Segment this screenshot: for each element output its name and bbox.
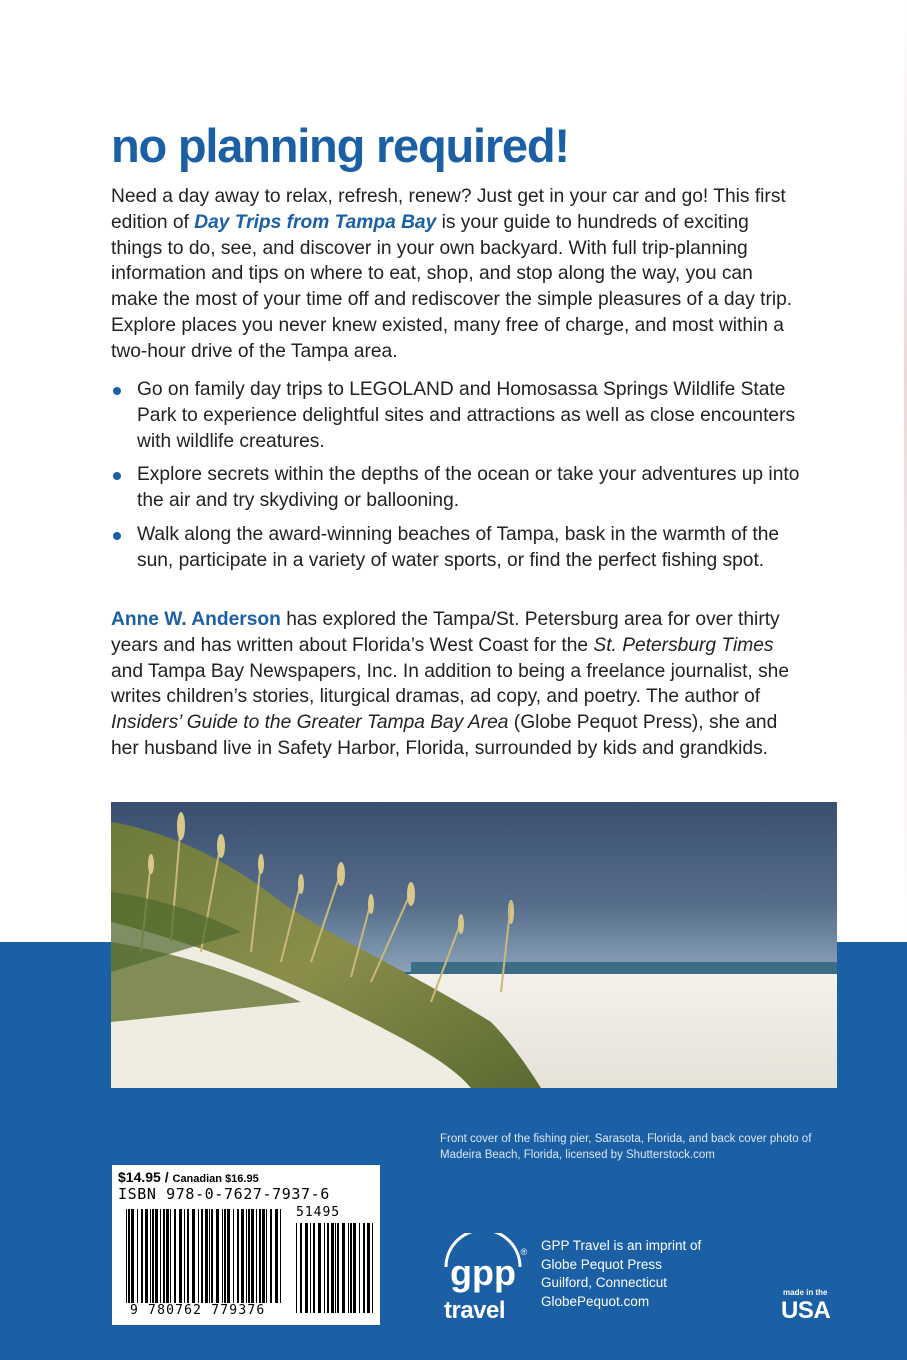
barcode-bar — [248, 1209, 250, 1303]
bullet-dot-icon — [113, 472, 121, 480]
bio-text: and Tampa Bay Newspapers, Inc. In addition to being a freelance journalist, she writes children’s stories, liturgical dramas, ad copy, and poetry. The author of — [111, 660, 790, 708]
barcode-bar — [310, 1223, 311, 1313]
barcode-bar — [305, 1223, 308, 1313]
beach-photo — [111, 802, 837, 1088]
photo-credit: Front cover of the fishing pier, Sarasota, Florida, and back cover photo of Madeira Beach, Florida, licensed by Shutterstock.com — [440, 1133, 812, 1161]
intro-lead: Need a day away to relax, refresh, renew? Just get in your car and go! This first edition of — [111, 186, 786, 233]
barcode-bar — [275, 1209, 278, 1303]
barcode-bar — [137, 1209, 138, 1303]
author-bio — [111, 607, 801, 762]
barcode-bar — [335, 1223, 336, 1313]
barcode-bar — [179, 1209, 182, 1303]
barcode-bar — [205, 1209, 208, 1303]
gpp-travel-word: travel — [444, 1297, 506, 1324]
barcode-bar — [184, 1209, 185, 1303]
newspaper-title: St. Petersburg Times — [593, 634, 774, 656]
bio-text: (Globe Pequot Press), she and her husband live in Safety Harbor, Florida, surrounded by kids and grandkids. — [111, 712, 778, 759]
barcode-bar — [300, 1223, 302, 1313]
imprint-line: Guilford, Connecticut — [541, 1275, 668, 1290]
feature-list — [111, 377, 801, 582]
barcode-bar — [201, 1209, 203, 1303]
feature-item — [111, 462, 801, 514]
feature-item — [111, 377, 801, 454]
author-name: Anne W. Anderson — [111, 609, 281, 630]
price-canadian: Canadian $16.95 — [172, 1173, 259, 1185]
barcode-bar — [233, 1209, 234, 1303]
barcode-bar — [241, 1209, 244, 1303]
ean-digits: 9 780762 779376 — [130, 1303, 266, 1318]
imprint-line: GPP Travel is an imprint of — [541, 1238, 702, 1253]
barcode-bar — [350, 1223, 352, 1313]
barcode-bar — [246, 1209, 247, 1303]
barcode-bar — [126, 1209, 127, 1303]
barcode-bar — [313, 1223, 315, 1313]
barcode-bar — [163, 1209, 165, 1303]
barcode-bar — [174, 1209, 176, 1303]
bullet-dot-icon — [113, 532, 121, 540]
barcode-bar — [141, 1209, 143, 1303]
barcode-bar — [259, 1209, 261, 1303]
barcode-bar — [353, 1223, 356, 1313]
barcode-bar — [337, 1223, 339, 1313]
feature-text: Walk along the award-winning beaches of Tampa, bask in the warmth of the sun, participate in a variety of water sports, or find the perfect fishing spot. — [137, 523, 780, 571]
barcode-bar — [251, 1209, 254, 1303]
feature-item — [111, 522, 801, 574]
barcode-bar — [348, 1223, 349, 1313]
barcode-bar — [166, 1209, 169, 1303]
barcode-bar — [331, 1223, 334, 1313]
barcode-bar — [363, 1223, 365, 1313]
made-in-usa: USA — [781, 1297, 831, 1324]
barcode-bar — [152, 1209, 154, 1303]
barcode-bar — [367, 1223, 370, 1313]
price-us: $14.95 / — [118, 1169, 169, 1185]
feature-text: Go on family day trips to LEGOLAND and Homosassa Springs Wildlife State Park to experience delightful sites and attractions as well as close encounters with wildlife creatures. — [137, 379, 796, 452]
barcode-bar — [327, 1223, 329, 1313]
barcode-bar — [224, 1209, 226, 1303]
barcode-bar — [324, 1223, 325, 1313]
barcode-box — [112, 1165, 380, 1325]
isbn-number: ISBN 978-0-7627-7937-6 — [118, 1185, 330, 1203]
barcode-bar — [209, 1209, 210, 1303]
barcode-bar — [131, 1209, 134, 1303]
barcode-bar — [160, 1209, 161, 1303]
barcode-bar — [296, 1223, 297, 1313]
barcode-bar — [342, 1223, 345, 1313]
barcode-bar — [280, 1209, 281, 1303]
barcode-bar — [150, 1209, 151, 1303]
gpp-letters: gpp — [450, 1252, 516, 1293]
barcode-bar — [227, 1209, 230, 1303]
intro-rest: is your guide to hundreds of exciting things to do, see, and discover in your own backyard. With full trip-planning information and tips on where to eat, shop, and stop along the way, you can make the most of your time off and rediscover the simple pleasures of a day trip. Explore places you never knew existed, many free of charge, and most within a two-hour drive of the Tampa area. — [111, 211, 793, 362]
barcode-bar — [145, 1209, 148, 1303]
feature-text: Explore secrets within the depths of the ocean or take your adventures up into the air and try skydiving or ballooning. — [137, 464, 800, 512]
barcode-bar — [270, 1209, 272, 1303]
barcode-bar — [256, 1209, 257, 1303]
barcode-bar — [216, 1209, 219, 1303]
barcode-bar — [192, 1209, 195, 1303]
beach-scene-image — [111, 802, 837, 1088]
barcode-bar — [266, 1209, 267, 1303]
registered-mark: ® — [520, 1247, 528, 1257]
headline: no planning required! — [111, 119, 569, 172]
barcode-bar — [187, 1209, 189, 1303]
other-book-title: Insiders’ Guide to the Greater Tampa Bay Area — [111, 712, 509, 734]
barcode-bar — [170, 1209, 171, 1303]
barcode-bar — [198, 1209, 199, 1303]
intro-paragraph — [111, 184, 801, 365]
book-title: Day Trips from Tampa Bay — [194, 211, 437, 233]
price-label — [118, 1169, 259, 1185]
imprint-info — [541, 1237, 701, 1311]
imprint-line: Globe Pequot Press — [541, 1256, 662, 1272]
barcode-bar — [211, 1209, 213, 1303]
bio-text: has explored the Tampa/St. Petersburg area for over thirty years and has written about Florida’s West Coast for the — [111, 609, 780, 656]
made-in-label: made in the — [783, 1288, 828, 1297]
barcode-bar — [222, 1209, 223, 1303]
barcode-bar — [155, 1209, 158, 1303]
publisher-website-link[interactable]: GlobePequot.com — [541, 1293, 650, 1309]
barcode-bar — [318, 1223, 321, 1313]
barcode-bar — [372, 1223, 373, 1313]
addon-digits: 51495 — [296, 1205, 341, 1220]
barcode-bar — [237, 1209, 239, 1303]
barcode-bar — [128, 1209, 130, 1303]
bullet-dot-icon — [113, 387, 121, 395]
barcode-bar — [262, 1209, 265, 1303]
barcode-bar — [359, 1223, 360, 1313]
